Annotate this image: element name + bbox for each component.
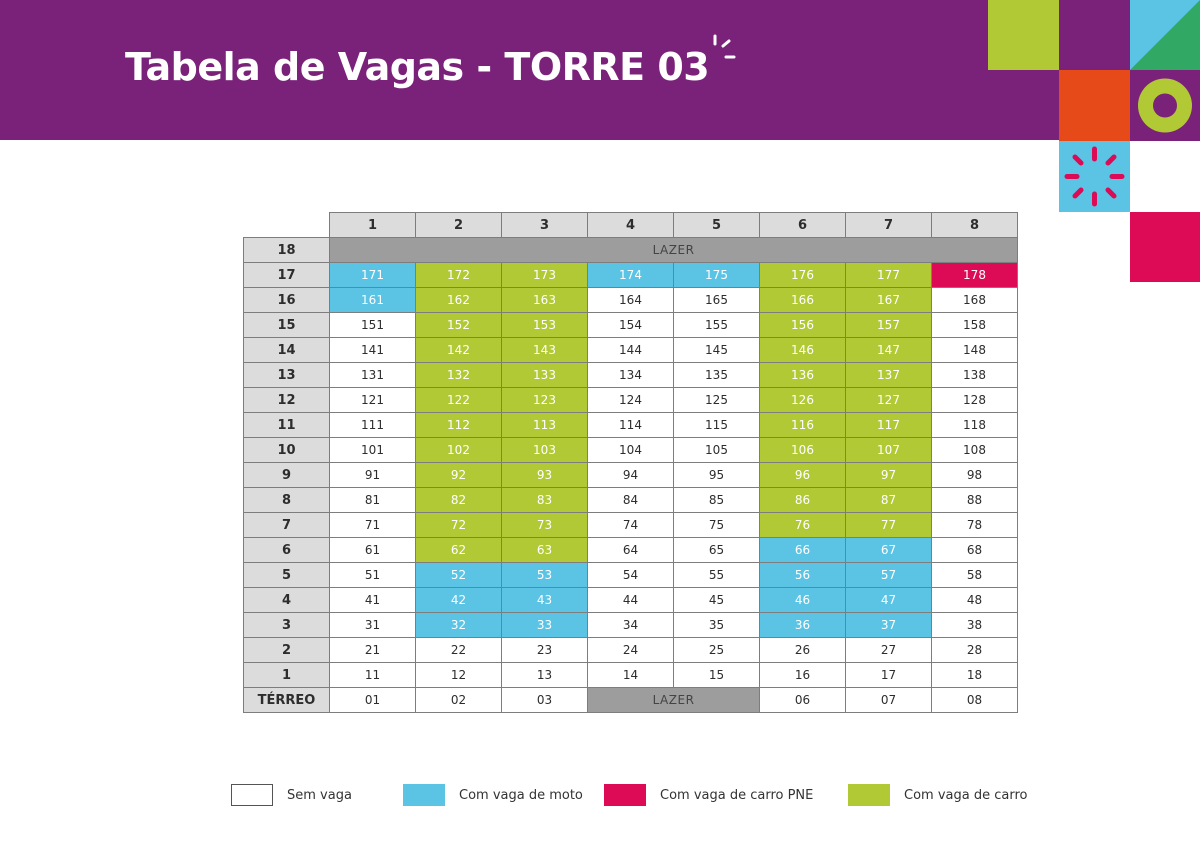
unit-cell: 55 — [674, 563, 760, 588]
unit-cell: 142 — [416, 338, 502, 363]
legend-item-moto — [403, 783, 583, 807]
unit-cell: 123 — [502, 388, 588, 413]
floor-label: 18 — [244, 238, 330, 263]
unit-cell: 34 — [588, 613, 674, 638]
table-row — [244, 663, 1018, 688]
table-row — [244, 513, 1018, 538]
unit-cell: 118 — [932, 413, 1018, 438]
unit-cell: 102 — [416, 438, 502, 463]
unit-cell: 175 — [674, 263, 760, 288]
decor-burst-tile — [1059, 141, 1130, 212]
unit-cell: 148 — [932, 338, 1018, 363]
unit-cell: 71 — [330, 513, 416, 538]
table-row — [244, 688, 1018, 713]
unit-cell: 65 — [674, 538, 760, 563]
unit-cell: 132 — [416, 363, 502, 388]
column-header: 7 — [846, 213, 932, 238]
column-header-row — [244, 213, 1018, 238]
unit-cell: 24 — [588, 638, 674, 663]
unit-cell: 147 — [846, 338, 932, 363]
unit-cell: 74 — [588, 513, 674, 538]
unit-cell: 52 — [416, 563, 502, 588]
unit-cell: 133 — [502, 363, 588, 388]
floor-label: TÉRREO — [244, 688, 330, 713]
unit-cell: 135 — [674, 363, 760, 388]
unit-cell: 47 — [846, 588, 932, 613]
unit-cell: 13 — [502, 663, 588, 688]
unit-cell: 16 — [760, 663, 846, 688]
unit-cell: 37 — [846, 613, 932, 638]
unit-cell: 107 — [846, 438, 932, 463]
column-header: 3 — [502, 213, 588, 238]
unit-cell: 138 — [932, 363, 1018, 388]
unit-cell: 77 — [846, 513, 932, 538]
decor-ring-tile — [1130, 70, 1200, 141]
unit-cell: 08 — [932, 688, 1018, 713]
table-row — [244, 538, 1018, 563]
legend-swatch — [604, 784, 646, 806]
table-row — [244, 338, 1018, 363]
unit-cell: 01 — [330, 688, 416, 713]
decor-green-square — [988, 0, 1059, 70]
unit-cell: 128 — [932, 388, 1018, 413]
unit-cell: 177 — [846, 263, 932, 288]
table-row — [244, 263, 1018, 288]
unit-cell: 76 — [760, 513, 846, 538]
unit-cell: 31 — [330, 613, 416, 638]
floor-label: 13 — [244, 363, 330, 388]
unit-cell: 03 — [502, 688, 588, 713]
unit-cell: 105 — [674, 438, 760, 463]
unit-cell: 137 — [846, 363, 932, 388]
unit-cell: 145 — [674, 338, 760, 363]
unit-cell: 144 — [588, 338, 674, 363]
unit-cell: 114 — [588, 413, 674, 438]
unit-cell: 22 — [416, 638, 502, 663]
unit-cell: 98 — [932, 463, 1018, 488]
unit-cell: 21 — [330, 638, 416, 663]
lazer-cell: LAZER — [330, 238, 1018, 263]
column-header: 1 — [330, 213, 416, 238]
decor-purple-square — [1059, 0, 1130, 70]
unit-cell: 88 — [932, 488, 1018, 513]
unit-cell: 163 — [502, 288, 588, 313]
unit-cell: 178 — [932, 263, 1018, 288]
table-row — [244, 288, 1018, 313]
unit-cell: 171 — [330, 263, 416, 288]
unit-cell: 176 — [760, 263, 846, 288]
unit-cell: 117 — [846, 413, 932, 438]
unit-cell: 43 — [502, 588, 588, 613]
unit-cell: 66 — [760, 538, 846, 563]
unit-cell: 127 — [846, 388, 932, 413]
legend-label: Com vaga de carro — [904, 787, 1028, 803]
column-header: 6 — [760, 213, 846, 238]
legend-item-pne — [604, 783, 813, 807]
unit-cell: 164 — [588, 288, 674, 313]
unit-cell: 174 — [588, 263, 674, 288]
unit-cell: 172 — [416, 263, 502, 288]
unit-cell: 131 — [330, 363, 416, 388]
unit-cell: 87 — [846, 488, 932, 513]
unit-cell: 44 — [588, 588, 674, 613]
unit-cell: 12 — [416, 663, 502, 688]
column-header: 5 — [674, 213, 760, 238]
unit-cell: 11 — [330, 663, 416, 688]
unit-cell: 46 — [760, 588, 846, 613]
unit-cell: 23 — [502, 638, 588, 663]
sparkle-icon — [707, 32, 745, 70]
unit-cell: 92 — [416, 463, 502, 488]
unit-cell: 141 — [330, 338, 416, 363]
floor-label: 6 — [244, 538, 330, 563]
unit-cell: 153 — [502, 313, 588, 338]
unit-cell: 42 — [416, 588, 502, 613]
floor-label: 14 — [244, 338, 330, 363]
unit-cell: 97 — [846, 463, 932, 488]
unit-cell: 156 — [760, 313, 846, 338]
table-corner — [244, 213, 330, 238]
unit-cell: 27 — [846, 638, 932, 663]
column-header: 8 — [932, 213, 1018, 238]
unit-cell: 146 — [760, 338, 846, 363]
floor-label: 3 — [244, 613, 330, 638]
unit-cell: 112 — [416, 413, 502, 438]
unit-cell: 41 — [330, 588, 416, 613]
unit-cell: 61 — [330, 538, 416, 563]
unit-cell: 85 — [674, 488, 760, 513]
decor-orange-square — [1059, 70, 1130, 141]
unit-cell: 162 — [416, 288, 502, 313]
unit-cell: 18 — [932, 663, 1018, 688]
floor-label: 10 — [244, 438, 330, 463]
floor-label: 16 — [244, 288, 330, 313]
unit-cell: 101 — [330, 438, 416, 463]
unit-cell: 51 — [330, 563, 416, 588]
unit-cell: 143 — [502, 338, 588, 363]
unit-cell: 104 — [588, 438, 674, 463]
lazer-cell: LAZER — [588, 688, 760, 713]
unit-cell: 166 — [760, 288, 846, 313]
unit-cell: 64 — [588, 538, 674, 563]
unit-cell: 124 — [588, 388, 674, 413]
unit-cell: 72 — [416, 513, 502, 538]
floor-label: 15 — [244, 313, 330, 338]
unit-cell: 14 — [588, 663, 674, 688]
floor-label: 12 — [244, 388, 330, 413]
unit-cell: 116 — [760, 413, 846, 438]
unit-cell: 115 — [674, 413, 760, 438]
floor-label: 7 — [244, 513, 330, 538]
unit-cell: 136 — [760, 363, 846, 388]
unit-cell: 63 — [502, 538, 588, 563]
unit-cell: 86 — [760, 488, 846, 513]
legend-swatch — [403, 784, 445, 806]
unit-cell: 113 — [502, 413, 588, 438]
unit-cell: 93 — [502, 463, 588, 488]
unit-cell: 62 — [416, 538, 502, 563]
column-header: 2 — [416, 213, 502, 238]
unit-cell: 54 — [588, 563, 674, 588]
unit-cell: 17 — [846, 663, 932, 688]
unit-cell: 28 — [932, 638, 1018, 663]
unit-cell: 82 — [416, 488, 502, 513]
table-row — [244, 313, 1018, 338]
floor-label: 17 — [244, 263, 330, 288]
unit-cell: 07 — [846, 688, 932, 713]
legend-label: Com vaga de moto — [459, 787, 583, 803]
unit-cell: 53 — [502, 563, 588, 588]
unit-cell: 06 — [760, 688, 846, 713]
table-row — [244, 413, 1018, 438]
unit-cell: 02 — [416, 688, 502, 713]
unit-cell: 155 — [674, 313, 760, 338]
unit-cell: 48 — [932, 588, 1018, 613]
unit-cell: 121 — [330, 388, 416, 413]
unit-cell: 81 — [330, 488, 416, 513]
legend-item-carro — [848, 783, 1027, 807]
table-row — [244, 363, 1018, 388]
floor-label: 5 — [244, 563, 330, 588]
unit-cell: 134 — [588, 363, 674, 388]
column-header: 4 — [588, 213, 674, 238]
table-row — [244, 588, 1018, 613]
unit-cell: 36 — [760, 613, 846, 638]
unit-cell: 68 — [932, 538, 1018, 563]
unit-cell: 94 — [588, 463, 674, 488]
unit-cell: 45 — [674, 588, 760, 613]
floor-label: 2 — [244, 638, 330, 663]
unit-cell: 35 — [674, 613, 760, 638]
legend — [0, 783, 1200, 809]
unit-cell: 91 — [330, 463, 416, 488]
unit-cell: 154 — [588, 313, 674, 338]
table-row — [244, 463, 1018, 488]
decor-triangle-tile — [1130, 0, 1200, 70]
unit-cell: 83 — [502, 488, 588, 513]
floor-label: 4 — [244, 588, 330, 613]
unit-cell: 32 — [416, 613, 502, 638]
unit-cell: 126 — [760, 388, 846, 413]
unit-cell: 165 — [674, 288, 760, 313]
unit-cell: 151 — [330, 313, 416, 338]
unit-cell: 78 — [932, 513, 1018, 538]
floor-label: 11 — [244, 413, 330, 438]
table-row — [244, 238, 1018, 263]
parking-table — [243, 212, 1018, 713]
unit-cell: 26 — [760, 638, 846, 663]
unit-cell: 25 — [674, 638, 760, 663]
unit-cell: 108 — [932, 438, 1018, 463]
table-row — [244, 638, 1018, 663]
unit-cell: 15 — [674, 663, 760, 688]
unit-cell: 73 — [502, 513, 588, 538]
unit-cell: 84 — [588, 488, 674, 513]
unit-cell: 95 — [674, 463, 760, 488]
unit-cell: 152 — [416, 313, 502, 338]
unit-cell: 58 — [932, 563, 1018, 588]
unit-cell: 111 — [330, 413, 416, 438]
unit-cell: 122 — [416, 388, 502, 413]
unit-cell: 106 — [760, 438, 846, 463]
table-row — [244, 563, 1018, 588]
unit-cell: 161 — [330, 288, 416, 313]
unit-cell: 167 — [846, 288, 932, 313]
floor-label: 9 — [244, 463, 330, 488]
unit-cell: 173 — [502, 263, 588, 288]
unit-cell: 158 — [932, 313, 1018, 338]
floor-label: 1 — [244, 663, 330, 688]
page-title: Tabela de Vagas - TORRE 03 — [125, 45, 710, 89]
table-row — [244, 438, 1018, 463]
legend-swatch — [231, 784, 273, 806]
unit-cell: 103 — [502, 438, 588, 463]
unit-cell: 125 — [674, 388, 760, 413]
table-row — [244, 488, 1018, 513]
table-row — [244, 388, 1018, 413]
unit-cell: 38 — [932, 613, 1018, 638]
unit-cell: 67 — [846, 538, 932, 563]
unit-cell: 75 — [674, 513, 760, 538]
legend-label: Sem vaga — [287, 787, 352, 803]
table-row — [244, 613, 1018, 638]
legend-swatch — [848, 784, 890, 806]
unit-cell: 56 — [760, 563, 846, 588]
unit-cell: 57 — [846, 563, 932, 588]
legend-label: Com vaga de carro PNE — [660, 787, 814, 803]
floor-label: 8 — [244, 488, 330, 513]
unit-cell: 157 — [846, 313, 932, 338]
decor-magenta-square — [1130, 212, 1200, 282]
unit-cell: 96 — [760, 463, 846, 488]
legend-item-sem — [231, 783, 352, 807]
unit-cell: 33 — [502, 613, 588, 638]
unit-cell: 168 — [932, 288, 1018, 313]
